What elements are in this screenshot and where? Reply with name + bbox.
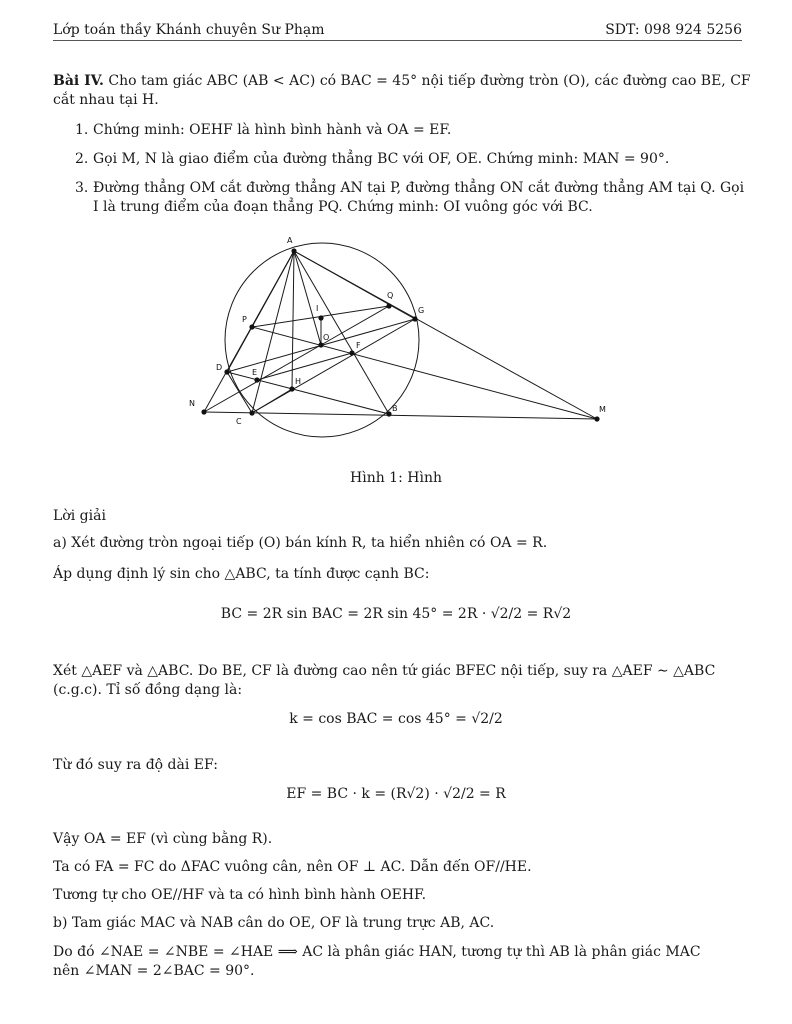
geometry-figure [0,225,792,465]
equation-bc: BC = 2R sin BAC = 2R sin 45° = 2R · √2/2 = R√2 [220,606,572,622]
sine-rule-intro: Áp dụng định lý sin cho △ABC, ta tính được cạnh BC: [53,566,430,582]
page-header [53,20,742,41]
equation-k: k = cos BAC = cos 45° = √2/2 [289,711,503,727]
label-H: H [295,377,302,386]
label-A: A [287,236,293,245]
label-D: D [216,363,223,372]
header-class-name: Lớp toán thầy Khánh chuyên Sư Phạm [53,22,325,38]
problem-item-3-cont: I là trung điểm của đoạn thẳng PQ. Chứng minh: OI vuông góc với BC. [93,199,593,215]
ef-intro: Từ đó suy ra độ dài EF: [53,757,218,773]
problem-intro-line-1 [53,71,751,91]
conclusion-line-1: Vậy OA = EF (vì cùng bằng R). [53,831,273,847]
label-O: O [323,333,330,342]
solution-heading: Lời giải [53,508,106,524]
label-P: P [242,315,247,324]
part-b-line-1: b) Tam giác MAC và NAB cân do OE, OF là trung trực AB, AC. [53,915,495,931]
figure-caption: Hình 1: Hình [350,470,442,486]
label-C: C [236,417,242,426]
label-E: E [252,368,258,377]
label-F: F [356,341,361,350]
problem-label: Bài IV. [53,73,104,89]
label-B: B [392,404,398,413]
equation-ef: EF = BC · k = (R√2) · √2/2 = R [286,786,506,802]
label-G: G [418,306,425,315]
conclusion-line-2: Ta có FA = FC do ΔFAC vuông cân, nên OF ⊥ AC. Dẫn đến OF//HE. [53,859,532,875]
problem-item-3: 3. Đường thẳng OM cắt đường thẳng AN tại P, đường thẳng ON cắt đường thẳng AM tại Q. Gọi [75,180,745,196]
conclusion-line-3: Tương tự cho OE//HF và ta có hình bình hành OEHF. [53,887,427,903]
problem-intro-line-2: cắt nhau tại H. [53,92,159,108]
problem-item-2: 2. Gọi M, N là giao điểm của đường thẳng BC với OF, OE. Chứng minh: MAN = 90°. [75,151,670,167]
similar-triangles-line-1: Xét △AEF và △ABC. Do BE, CF là đường cao nên tứ giác BFEC nội tiếp, suy ra △AEF ∼ △ABC [53,663,716,679]
label-I: I [316,304,319,313]
problem-item-1: 1. Chứng minh: OEHF là hình bình hành và OA = EF. [75,122,452,138]
label-Q: Q [387,291,394,300]
header-phone: SDT: 098 924 5256 [605,22,742,38]
similar-triangles-line-2: (c.g.c). Tỉ số đồng dạng là: [53,682,243,698]
circumcircle [225,243,419,437]
part-b-line-3: nên ∠MAN = 2∠BAC = 90°. [53,963,255,979]
label-N: N [189,399,195,408]
solution-a-intro: a) Xét đường tròn ngoại tiếp (O) bán kính R, ta hiển nhiên có OA = R. [53,535,548,551]
label-M: M [599,405,606,414]
problem-intro-text: Cho tam giác ABC (AB < AC) có BAC = 45° nội tiếp đường tròn (O), các đường cao BE, CF [108,73,751,89]
part-b-line-2: Do đó ∠NAE = ∠NBE = ∠HAE ⟹ AC là phân giác HAN, tương tự thì AB là phân giác MAC [53,944,701,960]
